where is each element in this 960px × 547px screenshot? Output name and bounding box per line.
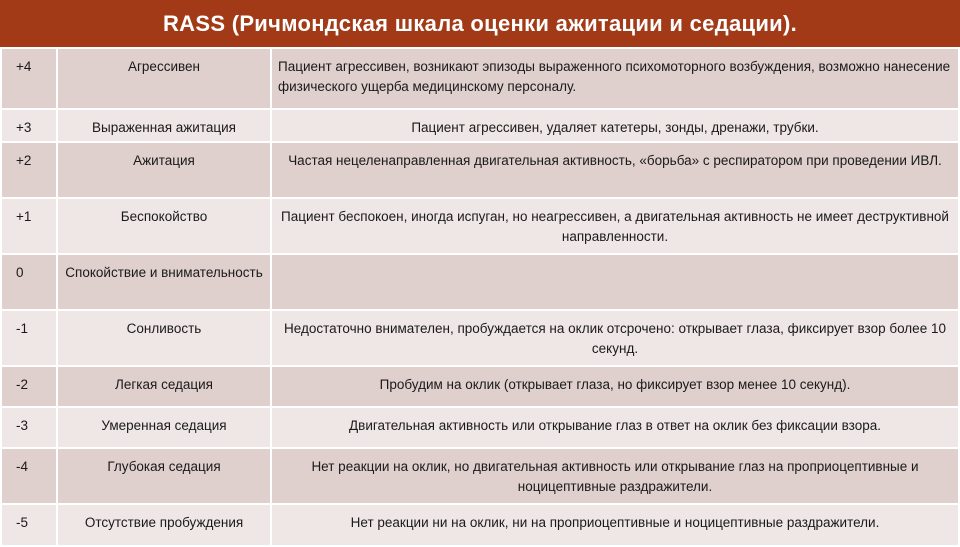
term-cell: Беспокойство: [57, 198, 271, 254]
table-row: [1, 142, 959, 198]
term-cell: Сонливость: [57, 310, 271, 366]
term-cell: Выраженная ажитация: [57, 109, 271, 142]
term-cell: Спокойствие и внимательность: [57, 254, 271, 310]
score-cell: -3: [1, 407, 57, 448]
score-cell: +3: [1, 109, 57, 142]
rass-table: [0, 47, 960, 547]
score-cell: -1: [1, 310, 57, 366]
slide-title: RASS (Ричмондская шкала оценки ажитации и седации).: [0, 0, 960, 47]
score-cell: -5: [1, 504, 57, 546]
table-row: [1, 366, 959, 407]
table-row: [1, 407, 959, 448]
description-cell: Нет реакции на оклик, но двигательная активность или открывание глаз на проприоцептивные и ноцицептивные раздражители.: [271, 448, 959, 504]
description-cell: Двигательная активность или открывание глаз в ответ на оклик без фиксации взора.: [271, 407, 959, 448]
score-cell: 0: [1, 254, 57, 310]
score-cell: -2: [1, 366, 57, 407]
table-row: [1, 254, 959, 310]
table-row: [1, 48, 959, 109]
term-cell: Отсутствие пробуждения: [57, 504, 271, 546]
description-cell: Недостаточно внимателен, пробуждается на оклик отсрочено: открывает глаза, фиксирует взор более 10 секунд.: [271, 310, 959, 366]
score-cell: +4: [1, 48, 57, 109]
table-row: [1, 310, 959, 366]
description-cell: Пациент агрессивен, удаляет катетеры, зонды, дренажи, трубки.: [271, 109, 959, 142]
description-cell: Пробудим на оклик (открывает глаза, но фиксирует взор менее 10 секунд).: [271, 366, 959, 407]
description-cell: Частая нецеленаправленная двигательная активность, «борьба» с респиратором при проведении ИВЛ.: [271, 142, 959, 198]
description-cell: Пациент агрессивен, возникают эпизоды выраженного психомоторного возбуждения, возможно нанесение физического ущерба медицинскому персоналу.: [271, 48, 959, 109]
description-cell: [271, 254, 959, 310]
score-cell: +1: [1, 198, 57, 254]
description-cell: Пациент беспокоен, иногда испуган, но неагрессивен, а двигательная активность не имеет деструктивной направленности.: [271, 198, 959, 254]
term-cell: Глубокая седация: [57, 448, 271, 504]
score-cell: -4: [1, 448, 57, 504]
table-row: [1, 448, 959, 504]
term-cell: Легкая седация: [57, 366, 271, 407]
score-cell: +2: [1, 142, 57, 198]
table-row: [1, 109, 959, 142]
term-cell: Агрессивен: [57, 48, 271, 109]
description-cell: Нет реакции ни на оклик, ни на проприоцептивные и ноцицептивные раздражители.: [271, 504, 959, 546]
term-cell: Умеренная седация: [57, 407, 271, 448]
table-row: [1, 198, 959, 254]
term-cell: Ажитация: [57, 142, 271, 198]
